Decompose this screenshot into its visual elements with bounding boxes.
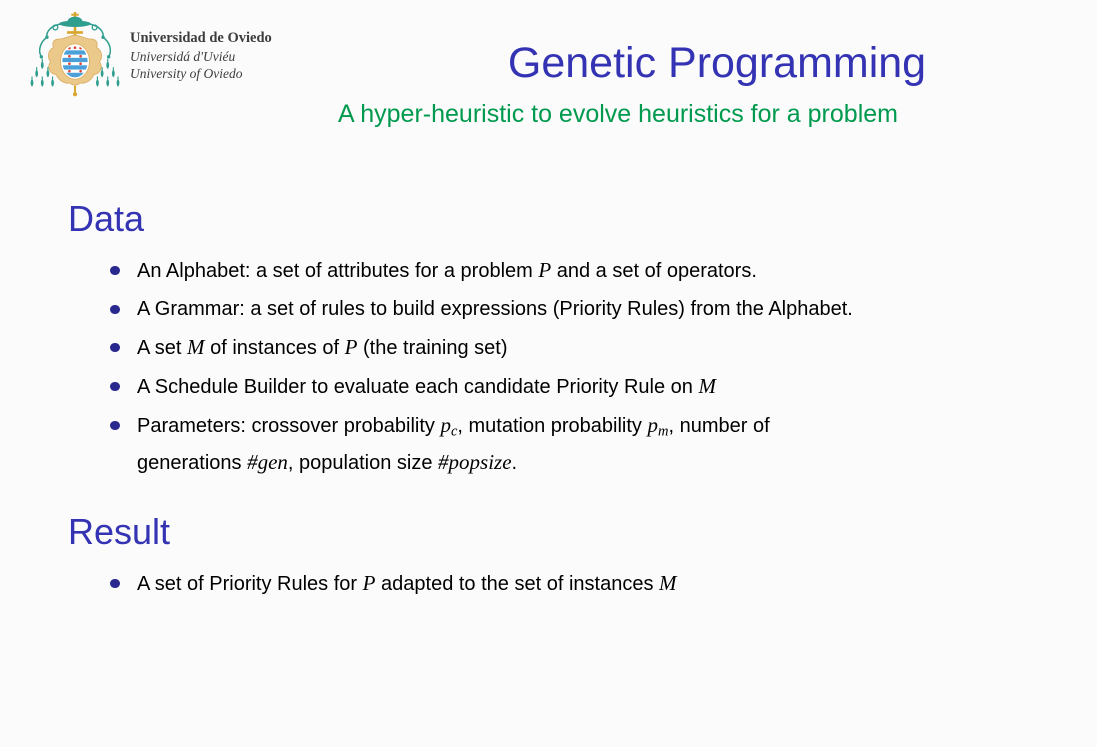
slide-title: Genetic Programming [507,39,927,87]
bullet-text: A set of Priority Rules for P adapted to the set of instances M [137,571,677,595]
result-bullet-list [90,568,1028,607]
data-bullet-list [90,255,1028,486]
university-name-ast: Universidá d'Uviéu [130,48,236,64]
bullet-text: An Alphabet: a set of attributes for a problem P and a set of operators. [137,258,757,282]
section-heading-data: Data [68,198,145,239]
bullet-item [90,332,1028,363]
bullet-icon [110,382,120,392]
bullet-icon [110,579,120,589]
university-name-block [130,30,272,83]
bullet-icon [110,343,120,353]
university-logo-icon [28,12,122,98]
bullet-item [90,371,1028,402]
slide-subtitle: A hyper-heuristic to evolve heuristics for a problem [338,100,898,128]
bullet-item [90,568,1028,599]
section-heading-result: Result [68,511,171,552]
bullet-icon [110,305,120,315]
bullet-text: A Grammar: a set of rules to build expressions (Priority Rules) from the Alphabet. [137,298,853,320]
bullet-item [90,294,1028,324]
university-name-en: University of Oviedo [130,66,243,81]
bullet-text: A set M of instances of P (the training set) [137,335,508,359]
bullet-icon [110,266,120,276]
bullet-text: Parameters: crossover probability $p_c$, mutation probability $p_m$, number of generations #gen, population size #popsize. [137,413,770,474]
bullet-icon [110,421,120,431]
bullet-item [90,410,1028,478]
university-name-es: Universidad de Oviedo [130,30,272,46]
bullet-text: A Schedule Builder to evaluate each candidate Priority Rule on M [137,374,716,398]
bullet-item [90,255,1028,286]
